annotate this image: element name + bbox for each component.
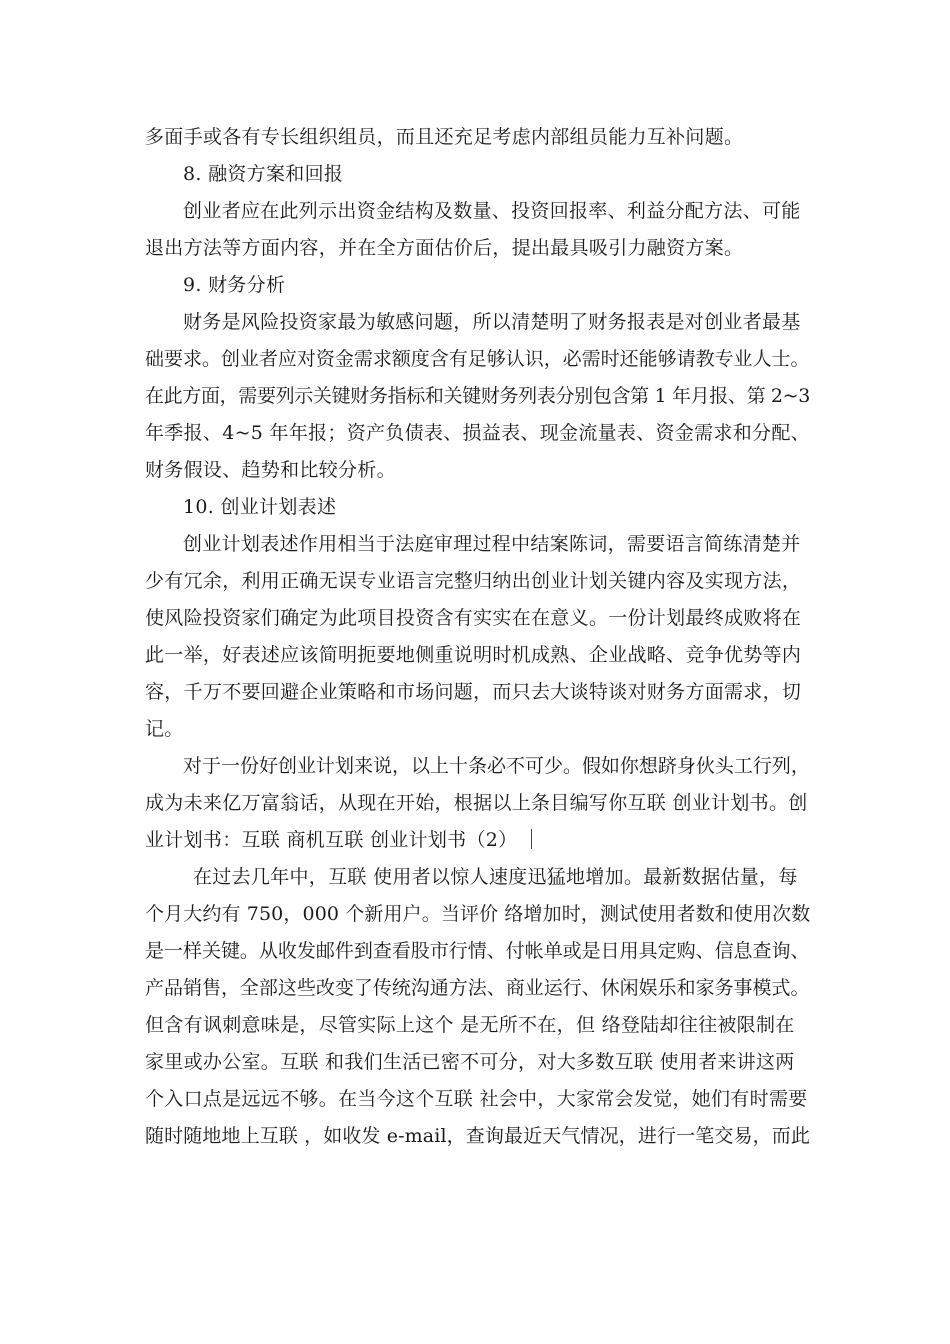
paragraph-line: 年季报、4~5 年年报；资产负债表、损益表、现金流量表、资金需求和分配、 [145, 422, 810, 444]
paragraph-line: 但含有讽刺意味是，尽管实际上这个 是无所不在，但 络登陆却往往被限制在 [145, 1014, 795, 1036]
paragraph-line: 创业计划表述作用相当于法庭审理过程中结案陈词，需要语言简练清楚并 [183, 533, 801, 555]
paragraph-line: 在过去几年中，互联 使用者以惊人速度迅猛地增加。最新数据估量，每 [193, 866, 798, 888]
paragraph-line: 创业者应在此列示出资金结构及数量、投资回报率、利益分配方法、可能 [183, 200, 801, 222]
paragraph-line: 使风险投资家们确定为此项目投资含有实实在在意义。一份计划最终成败将在 [145, 607, 802, 629]
paragraph-line: 产品销售，全部这些改变了传统沟通方法、商业运行、休闲娱乐和家务事模式。 [145, 977, 810, 999]
paragraph-line: 多面手或各有专长组织组员，而且还充足考虑内部组员能力互补问题。 [145, 126, 744, 148]
paragraph-line: 此一举，好表述应该简明扼要地侧重说明时机成熟、企业战略、竞争优势等内 [145, 644, 802, 666]
section-heading: 10. 创业计划表述 [183, 496, 337, 518]
paragraph-line: 对于一份好创业计划来说，以上十条必不可少。假如你想跻身伙头工行列， [183, 755, 810, 777]
paragraph-line: 础要求。创业者应对资金需求额度含有足够认识，必需时还能够请教专业人士。 [145, 348, 810, 370]
paragraph-line: 个月大约有 750，000 个新用户。当评价 络增加时，测试使用者数和使用次数 [145, 903, 811, 925]
paragraph-line: 财务是风险投资家最为敏感问题，所以清楚明了财务报表是对创业者最基 [183, 311, 801, 333]
paragraph-line: 少有冗余，利用正确无误专业语言完整归纳出创业计划关键内容及实现方法， [145, 570, 802, 592]
paragraph-text: 业计划书：互联 商机互联 创业计划书（2） [145, 829, 518, 851]
paragraph-line: 随时随地地上互联 ，如收发 e-mail，查询最近天气情况，进行一笔交易，而此 [145, 1125, 810, 1147]
paragraph-line: 记。 [145, 718, 184, 740]
paragraph-line: 是一样关键。从收发邮件到查看股市行情、付帐单或是日用具定购、信息查询、 [145, 940, 810, 962]
paragraph-line: 退出方法等方面内容，并在全方面估价后，提出最具吸引力融资方案。 [145, 237, 744, 259]
paragraph-line: 家里或办公室。互联 和我们生活已密不可分，对大多数互联 使用者来讲这两 [145, 1051, 795, 1073]
text-cursor [531, 829, 532, 849]
paragraph-line: 成为未来亿万富翁话，从现在开始，根据以上条目编写你互联 创业计划书。创 [145, 792, 808, 814]
paragraph-line-with-cursor [145, 828, 532, 852]
section-heading: 9. 财务分析 [183, 274, 286, 296]
section-heading: 8. 融资方案和回报 [183, 163, 344, 185]
paragraph-line: 容，千万不要回避企业策略和市场问题，而只去大谈特谈对财务方面需求，切 [145, 681, 802, 703]
paragraph-line: 个入口点是远远不够。在当今这个互联 社会中，大家常会发觉，她们有时需要 [145, 1088, 808, 1110]
paragraph-line: 在此方面，需要列示关键财务指标和关键财务列表分别包含第 1 年月报、第 2~3 [145, 385, 811, 407]
paragraph-line: 财务假设、趋势和比较分析。 [145, 459, 396, 481]
